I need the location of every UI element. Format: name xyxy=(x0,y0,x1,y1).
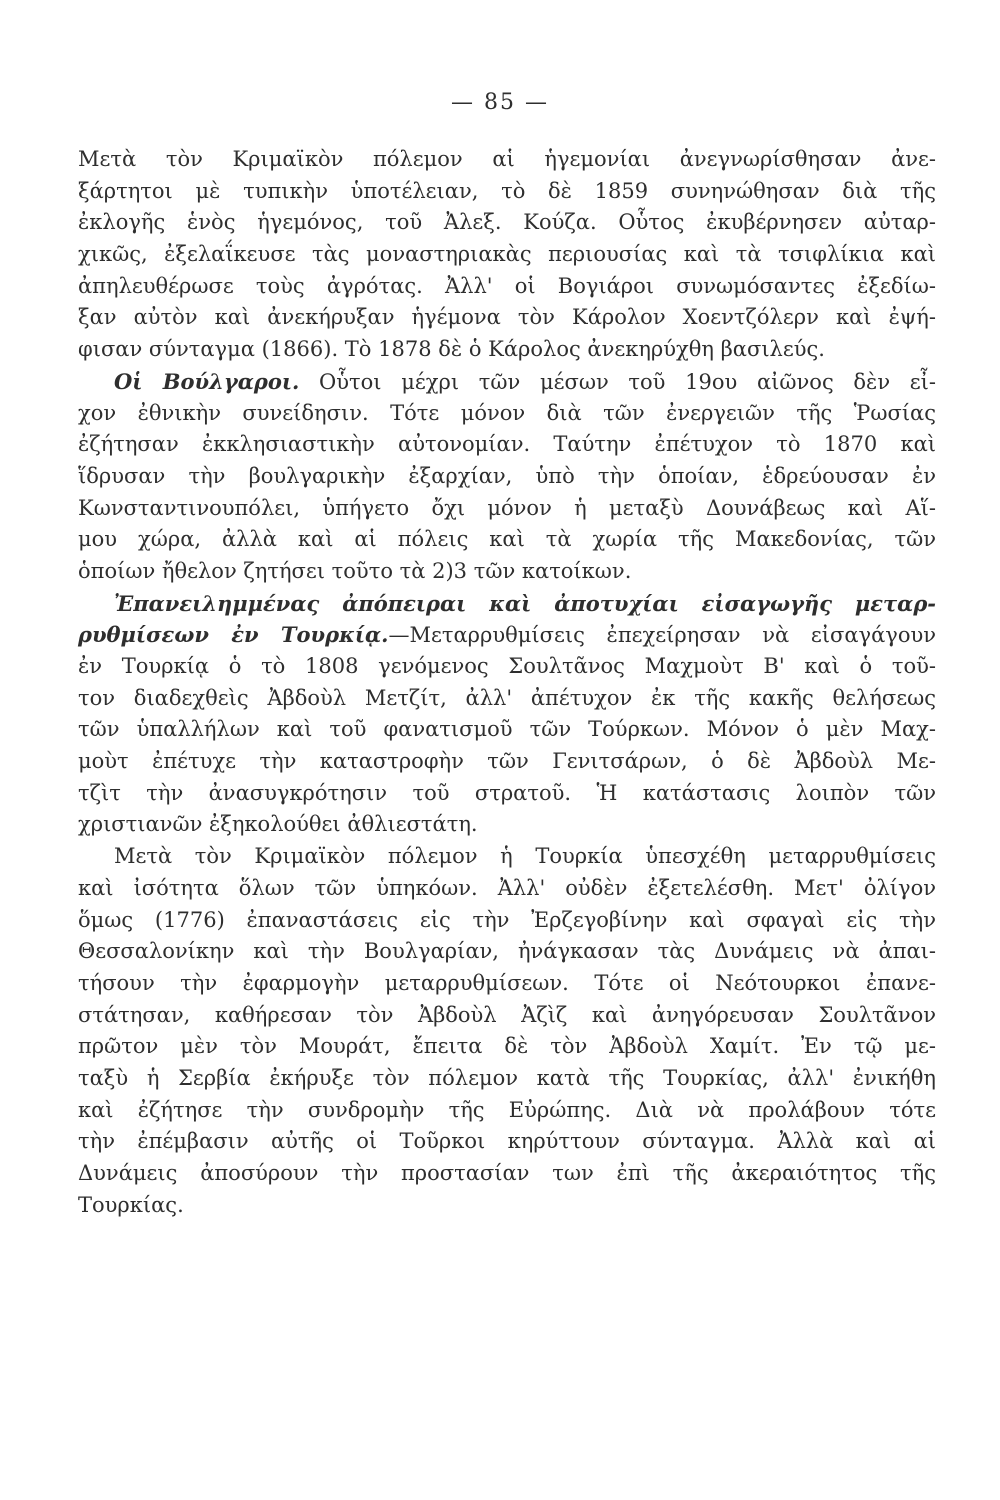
body-text xyxy=(78,144,936,1221)
line-text: Τουρκίας. xyxy=(78,1192,184,1217)
text-line xyxy=(78,968,936,1000)
text-line xyxy=(78,271,936,303)
text-line xyxy=(78,334,936,366)
text-line xyxy=(78,873,936,905)
page-number: — 85 — xyxy=(451,90,549,115)
line-text: ταξὺ ἡ Σερβία ἐκήρυξε τὸν πόλεμον κατὰ τῆς Τουρκίας, ἀλλ' ἐνικήθη xyxy=(78,1065,936,1090)
text-line xyxy=(78,651,936,683)
line-text: Μετὰ τὸν Κριμαϊκὸν πόλεμον ἡ Τουρκία ὑπεσχέθη μεταρρυθμίσεις xyxy=(114,844,936,869)
line-text: Κωνσταντινουπόλει, ὑπήγετο ὄχι μόνον ἡ μεταξὺ Δουνάβεως καὶ Αἵ- xyxy=(78,495,936,520)
text-line xyxy=(78,1158,936,1190)
line-text: ἐζήτησαν ἐκκλησιαστικὴν αὐτονομίαν. Ταύτην ἐπέτυχον τὸ 1870 καὶ xyxy=(78,432,936,457)
line-text: —Μεταρρυθμίσεις ἐπεχείρησαν νὰ εἰσαγάγουν xyxy=(388,623,936,648)
line-text: ἐν Τουρκίᾳ ὁ τὸ 1808 γενόμενος Σουλτᾶνος Μαχμοὺτ Β' καὶ ὁ τοῦ- xyxy=(78,654,936,678)
line-text: στάτησαν, καθήρεσαν τὸν Ἀβδοὺλ Ἀζὶζ καὶ ἀνηγόρευσαν Σουλτᾶνον xyxy=(78,1002,936,1027)
text-line xyxy=(78,1000,936,1032)
text-line xyxy=(78,1095,936,1127)
line-text: πρῶτον μὲν τὸν Μουράτ, ἔπειτα δὲ τὸν Ἀβδοὺλ Χαμίτ. Ἐν τῷ με- xyxy=(78,1034,936,1059)
line-text: χριστιανῶν ἐξηκολούθει ἀθλιεστάτη. xyxy=(78,812,478,837)
text-line xyxy=(78,429,936,461)
text-line xyxy=(78,619,936,651)
section-heading: ρυθμίσεων ἐν Τουρκίᾳ. xyxy=(78,622,389,648)
line-text: ἀπηλευθέρωσε τοὺς ἀγρότας. Ἀλλ' οἱ Βογιάροι συνωμόσαντες ἐξεδίω- xyxy=(78,273,936,298)
line-text: τῶν ὑπαλλήλων καὶ τοῦ φανατισμοῦ τῶν Τούρκων. Μόνον ὁ μὲν Μαχ- xyxy=(78,717,936,742)
text-line xyxy=(78,905,936,937)
line-text: καὶ ἐζήτησε τὴν συνδρομὴν τῆς Εὐρώπης. Διὰ νὰ προλάβουν τότε xyxy=(78,1097,936,1122)
text-line xyxy=(78,588,936,620)
section-heading: Οἱ Βούλγαροι. xyxy=(114,368,300,394)
line-text: Δυνάμεις ἀποσύρουν τὴν προστασίαν των ἐπὶ τῆς ἀκεραιότητος τῆς xyxy=(78,1161,936,1185)
line-text: τὴν ἐπέμβασιν αὐτῆς οἱ Τοῦρκοι κηρύττουν σύνταγμα. Ἀλλὰ καὶ αἱ xyxy=(78,1129,936,1154)
text-line xyxy=(78,524,936,556)
text-line xyxy=(78,778,936,810)
text-line xyxy=(78,239,936,271)
line-text: Θεσσαλονίκην καὶ τὴν Βουλγαρίαν, ἠνάγκασαν τὰς Δυνάμεις νὰ ἀπαι- xyxy=(78,939,936,964)
text-line xyxy=(78,398,936,430)
line-text: Μετὰ τὸν Κριμαϊκὸν πόλεμον αἱ ἡγεμονίαι ἀνεγνωρίσθησαν ἀνε- xyxy=(78,147,936,171)
line-text: φισαν σύνταγμα (1866). Τὸ 1878 δὲ ὁ Κάρολος ἀνεκηρύχθη βασιλεύς. xyxy=(78,337,825,362)
line-text: τζὶτ τὴν ἀνασυγκρότησιν τοῦ στρατοῦ. Ἡ κατάστασις λοιπὸν τῶν xyxy=(78,780,936,805)
text-line xyxy=(78,493,936,525)
line-text: ὅμως (1776) ἐπαναστάσεις εἰς τὴν Ἐρζεγοβίνην καὶ σφαγαὶ εἰς τὴν xyxy=(78,907,936,932)
text-line xyxy=(78,302,936,334)
text-line xyxy=(78,207,936,239)
line-text: τήσουν τὴν ἐφαρμογὴν μεταρρυθμίσεων. Τότε οἱ Νεότουρκοι ἐπανε- xyxy=(78,970,936,995)
line-text: καὶ ἰσότητα ὅλων τῶν ὑπηκόων. Ἀλλ' οὐδὲν ἐξετελέσθη. Μετ' ὀλίγον xyxy=(78,875,936,900)
text-line xyxy=(78,936,936,968)
text-line xyxy=(78,1063,936,1095)
text-line xyxy=(78,1126,936,1158)
text-line xyxy=(78,366,936,398)
line-text: ἵδρυσαν τὴν βουλγαρικὴν ἐξαρχίαν, ὑπὸ τὴν ὁποίαν, ἑδρεύουσαν ἐν xyxy=(78,463,936,488)
text-line xyxy=(78,746,936,778)
line-text: ξαν αὐτὸν καὶ ἀνεκήρυξαν ἡγέμονα τὸν Κάρολον Χοεντζόλερν καὶ ἐψή- xyxy=(78,305,936,330)
line-text: χικῶς, ἐξελαΐκευσε τὰς μοναστηριακὰς περιουσίας καὶ τὰ τσιφλίκια καὶ xyxy=(78,242,936,267)
line-text: Οὗτοι μέχρι τῶν μέσων τοῦ 19ου αἰῶνος δὲν εἶ- xyxy=(299,369,936,394)
text-line xyxy=(78,556,936,588)
line-text: μου χώρα, ἀλλὰ καὶ αἱ πόλεις καὶ τὰ χωρία τῆς Μακεδονίας, τῶν xyxy=(78,527,936,552)
text-line xyxy=(78,144,936,176)
text-line xyxy=(78,1190,936,1222)
line-text: χον ἐθνικὴν συνείδησιν. Τότε μόνον διὰ τῶν ἐνεργειῶν τῆς Ῥωσίας xyxy=(78,400,936,425)
line-text: ξάρτητοι μὲ τυπικὴν ὑποτέλειαν, τὸ δὲ 1859 συνηνώθησαν διὰ τῆς xyxy=(78,178,936,203)
text-line xyxy=(78,1031,936,1063)
line-text: ὁποίων ἤθελον ζητήσει τοῦτο τὰ 2)3 τῶν κατοίκων. xyxy=(78,558,632,583)
text-line xyxy=(78,714,936,746)
text-line xyxy=(78,176,936,208)
text-line xyxy=(78,461,936,493)
text-line xyxy=(78,683,936,715)
line-text: ἐκλογῆς ἑνὸς ἡγεμόνος, τοῦ Ἀλεξ. Κούζα. Οὗτος ἐκυβέρνησεν αὐταρ- xyxy=(78,210,936,235)
text-line xyxy=(78,809,936,841)
section-heading: Ἐπανειλημμένας ἀπόπειραι καὶ ἀποτυχίαι εἰσαγωγῆς μεταρ- xyxy=(114,590,936,616)
line-text: μοὺτ ἐπέτυχε τὴν καταστροφὴν τῶν Γενιτσάρων, ὁ δὲ Ἀβδοὺλ Με- xyxy=(78,749,936,774)
text-line xyxy=(78,841,936,873)
line-text: τον διαδεχθεὶς Ἀβδοὺλ Μετζίτ, ἀλλ' ἀπέτυχον ἐκ τῆς κακῆς θελήσεως xyxy=(78,685,936,710)
